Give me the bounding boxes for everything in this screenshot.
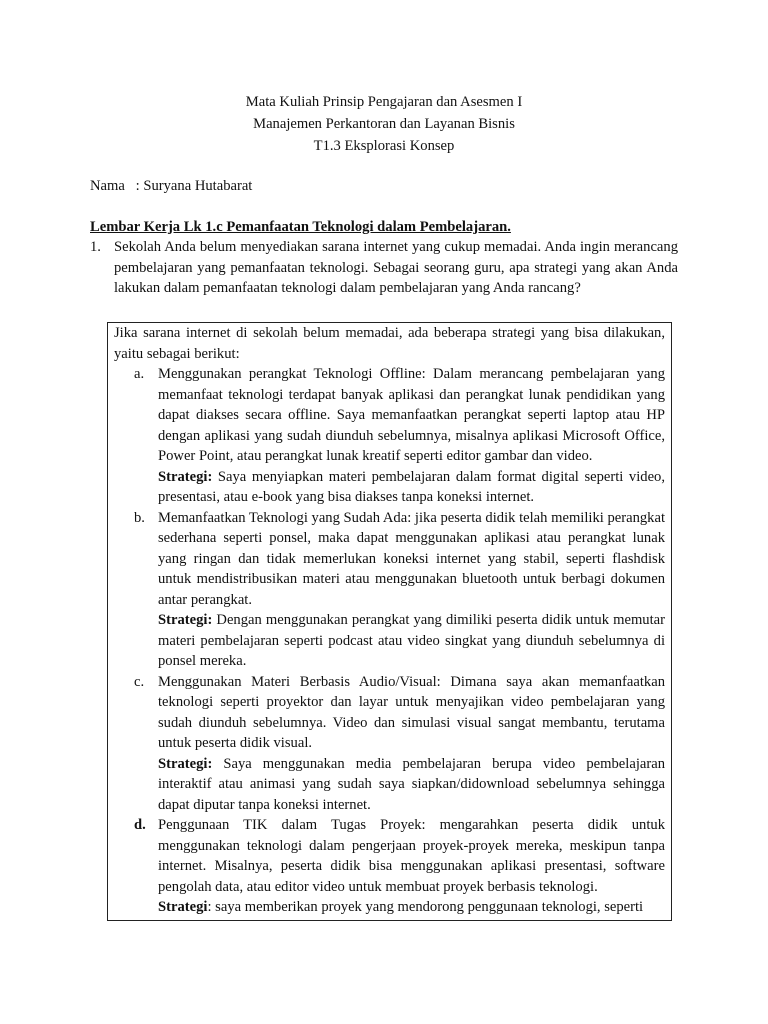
course-title: Mata Kuliah Prinsip Pengajaran dan Asesmen I xyxy=(245,94,523,110)
item-marker: d. xyxy=(134,817,146,833)
item-strategy xyxy=(158,754,665,816)
strategy-label: Strategi: xyxy=(158,755,213,772)
answer-item-a xyxy=(114,364,665,508)
item-text: Memanfaatkan Teknologi yang Sudah Ada: jika peserta didik telah memiliki perangkat sederhana seperti ponsel, maka dapat menggunakan aplikasi atau perangkat lunak yang ringan dan tidak memerlukan koneksi internet yang stabil, seperti flashdisk untuk mendistribusikan materi atau menggunakan bluetooth untuk berbagi dokumen antar perangkat. xyxy=(158,509,665,608)
item-marker: c. xyxy=(134,673,145,690)
item-text: Menggunakan Materi Berbasis Audio/Visual: Dimana saya akan memanfaatkan teknologi seperti proyektor dan layar untuk menyajikan video pembelajaran yang sudah diunduh sebelumnya. Video dan simulasi visual sangat membantu, terutama untuk peserta didik visual. xyxy=(158,673,665,751)
item-text: Menggunakan perangkat Teknologi Offline: Dalam merancang pembelajaran yang memanfaat teknologi terdapat banyak aplikasi dan perangkat lunak pendidikan yang dapat diakses secara offline. Saya memanfaatkan perangkat seperti laptop atau HP dengan aplikasi yang sudah diunduh sebelumnya, misalnya aplikasi Microsoft Office, Power Point, atau perangkat lunak kreatif seperti editor gambar dan video. xyxy=(158,366,665,464)
item-strategy xyxy=(158,610,665,672)
document-header xyxy=(90,91,678,157)
strategy-label: Strategi: xyxy=(158,468,213,485)
answer-item-c xyxy=(114,672,665,816)
strategy-label: Strategi: xyxy=(158,612,213,628)
answer-item-b xyxy=(114,508,665,672)
name-label: Nama xyxy=(90,178,125,194)
item-marker: b. xyxy=(134,509,145,526)
item-marker: a. xyxy=(134,366,145,382)
worksheet-title: Lembar Kerja Lk 1.c Pemanfaatan Teknologi dalam Pembelajaran. xyxy=(90,219,511,235)
question-1 xyxy=(90,237,678,299)
strategy-text: Dengan menggunakan perangkat yang dimiliki peserta didik untuk memutar materi pembelajaran seperti podcast atau video singkat yang diunduh sebelumnya di ponsel mereka. xyxy=(158,612,665,669)
question-text: Sekolah Anda belum menyediakan sarana internet yang cukup memadai. Anda ingin merancang pembelajaran yang pemanfaatan teknologi. Sebagai seorang guru, apa strategi yang akan Anda lakukan dalam pemanfaatan teknologi dalam pembelajaran yang Anda rancang? xyxy=(114,239,678,296)
strategy-text: : saya memberikan proyek yang mendorong penggunaan teknologi, seperti xyxy=(207,899,644,915)
item-strategy xyxy=(158,467,665,508)
program-title: Manajemen Perkantoran dan Layanan Bisnis xyxy=(253,116,515,132)
strategy-text: Saya menyiapkan materi pembelajaran dalam format digital seperti video, presentasi, atau e-book yang bisa diakses tanpa koneksi internet. xyxy=(158,468,665,505)
task-title: T1.3 Eksplorasi Konsep xyxy=(313,138,455,154)
item-text: Penggunaan TIK dalam Tugas Proyek: mengarahkan peserta didik untuk menggunakan teknologi dalam pengerjaan proyek-proyek mereka, meskipun tanpa internet. Misalnya, peserta didik bisa menggunakan aplikasi presentasi, software pengolah data, atau editor video untuk membuat proyek berbasis teknologi. xyxy=(158,817,665,895)
question-number: 1. xyxy=(90,239,101,255)
answer-intro: Jika sarana internet di sekolah belum memadai, ada beberapa strategi yang bisa dilakukan, yaitu sebagai berikut: xyxy=(114,325,665,362)
strategy-text: Saya menggunakan media pembelajaran berupa video pembelajaran interaktif atau animasi yang sudah saya siapkan/didownload sebelumnya sehingga dapat diputar tanpa koneksi internet. xyxy=(158,755,665,813)
answer-box xyxy=(107,322,672,921)
answer-item-d xyxy=(114,815,665,918)
name-value: : Suryana Hutabarat xyxy=(135,178,253,194)
student-name-row xyxy=(90,175,678,197)
strategy-label: Strategi xyxy=(158,899,208,915)
item-strategy xyxy=(158,897,665,918)
